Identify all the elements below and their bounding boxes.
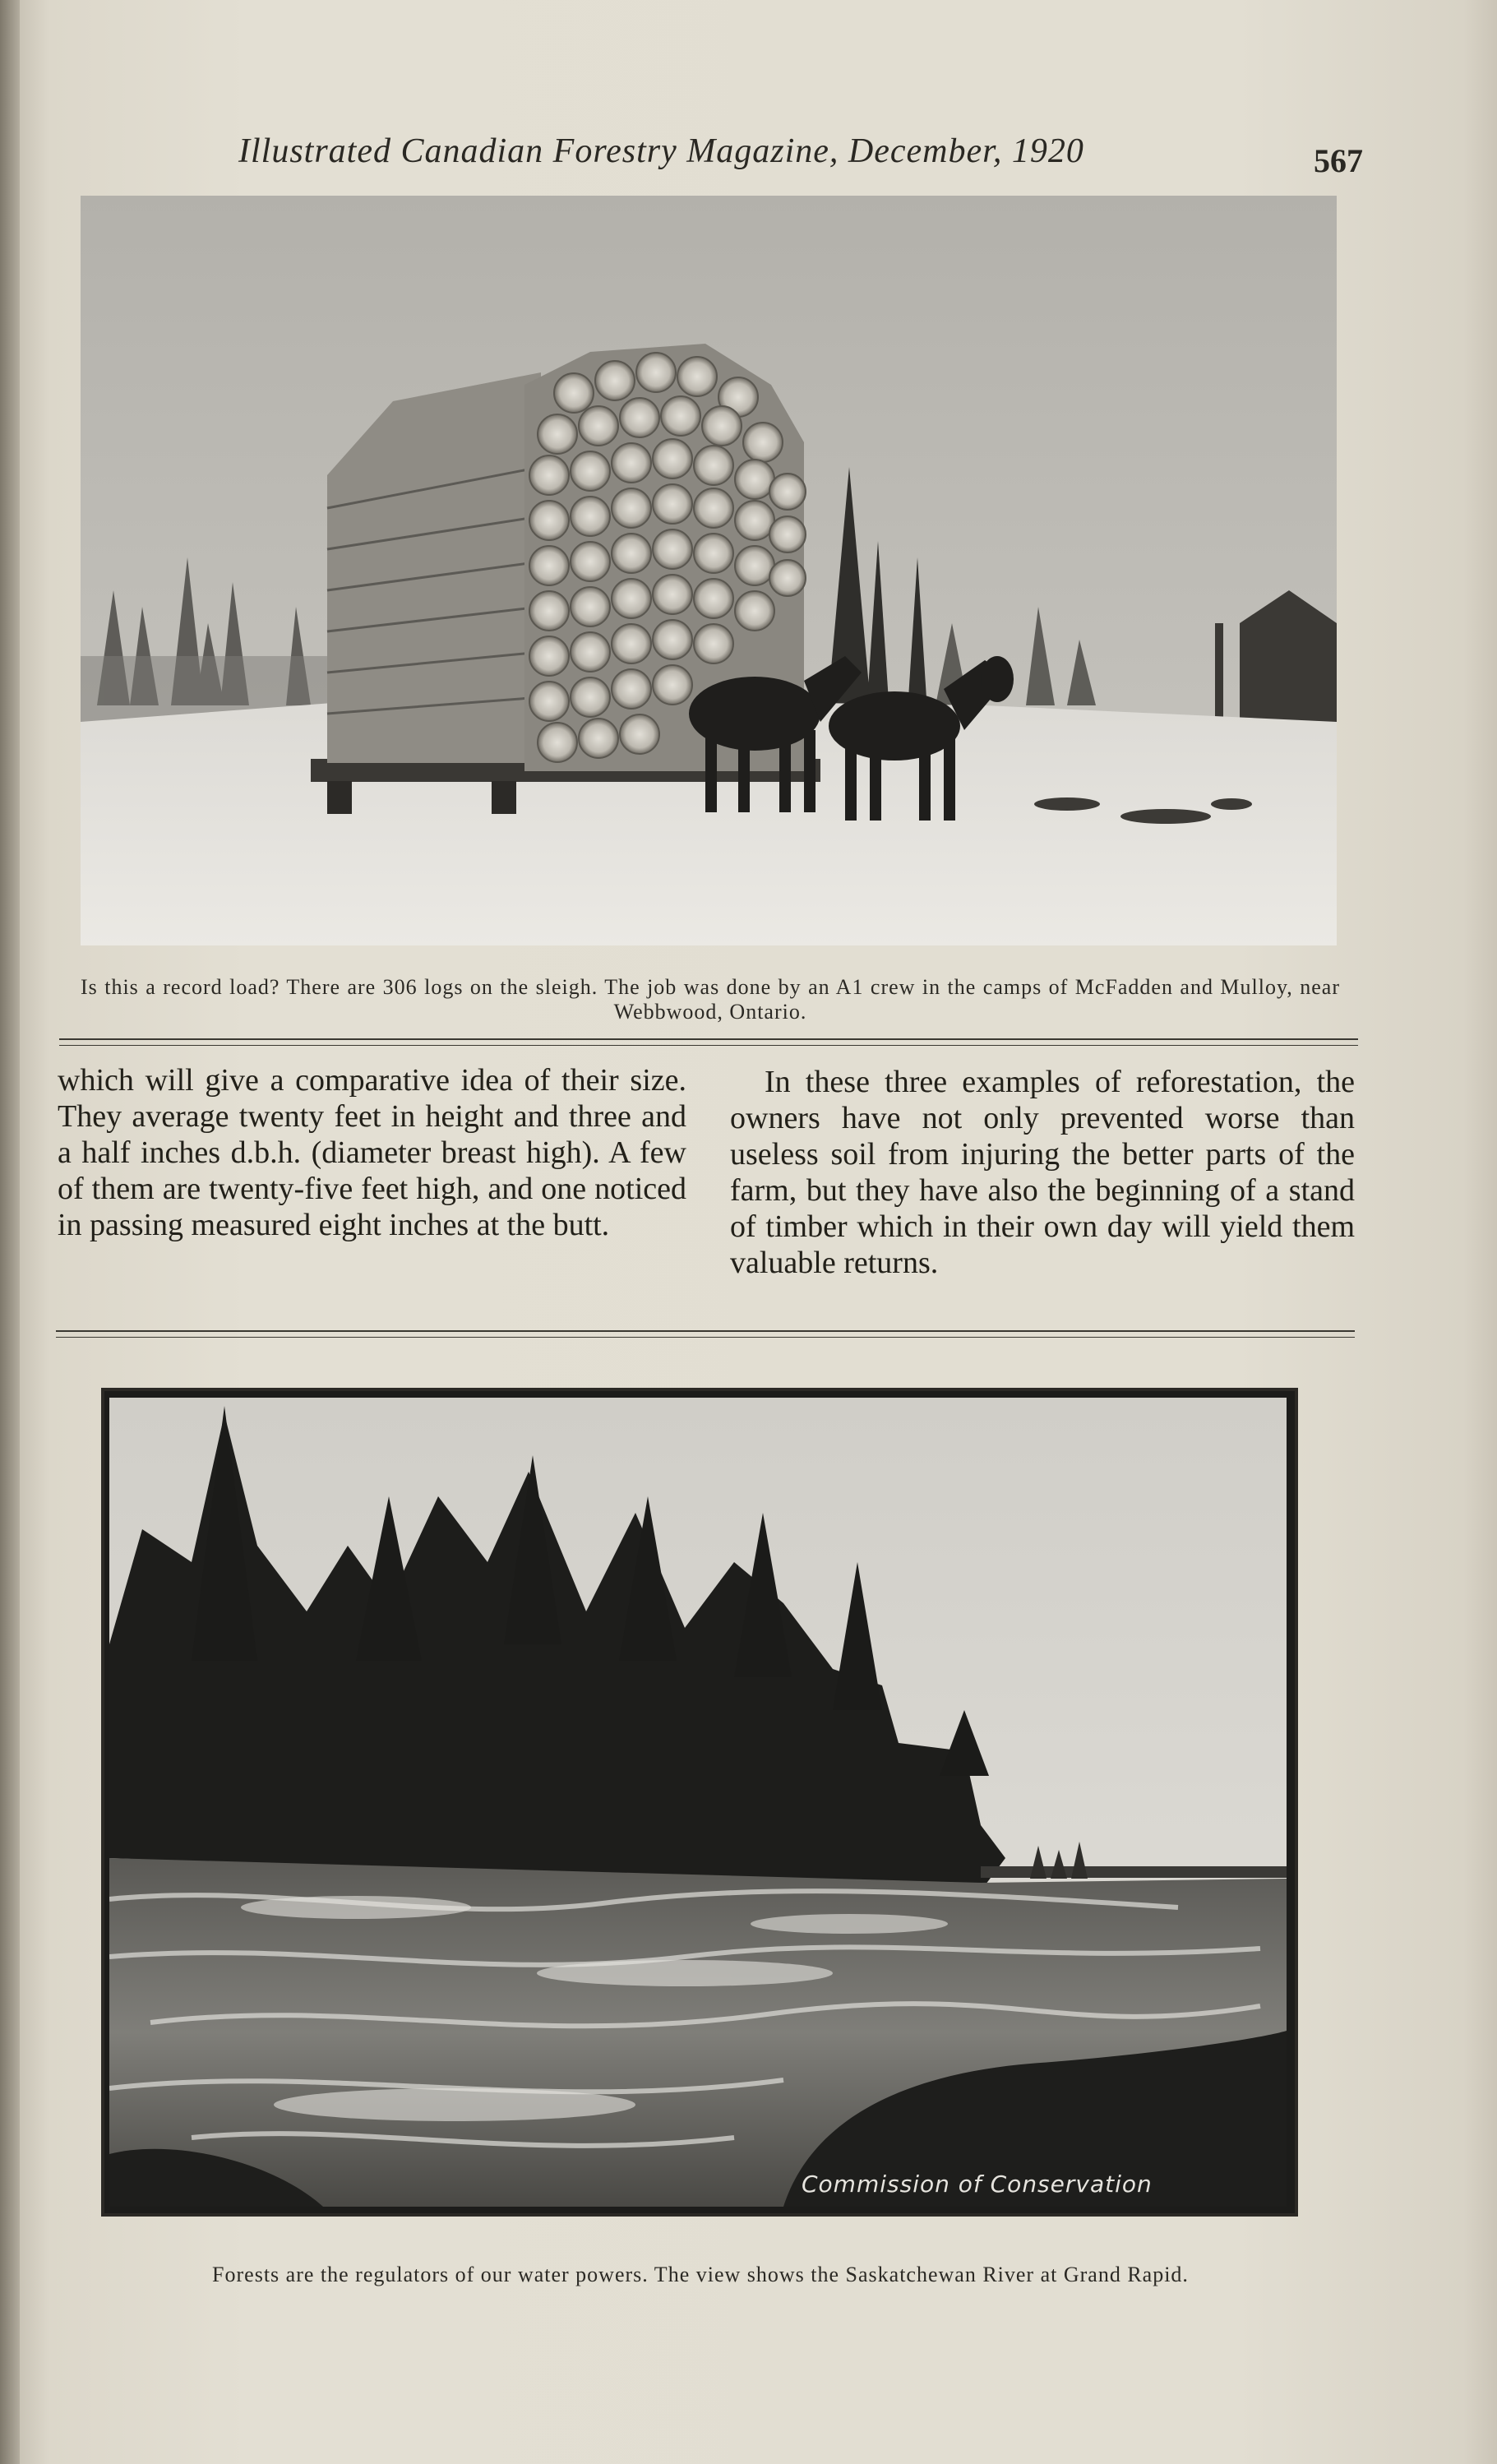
river-caption: Forests are the regulators of our water powers. The view shows the Saskatchewan River at Grand Rapid.: [212, 2263, 1189, 2286]
river-rapids-image: [109, 1398, 1287, 2207]
log-sleigh-caption: Is this a record load? There are 306 logs on the sleigh. The job was done by an A1 crew in the camps of McFadden and Mulloy, near Webbwood, Ontario.: [81, 975, 1340, 1024]
page-number: 567: [1314, 142, 1363, 179]
river-rapids-photo: [109, 1398, 1287, 2207]
left-paragraph: which will give a comparative idea of their size. They average twenty feet in height and three and a half inches d.b.h. (diameter breast high). A few of them are twenty-five feet high, and one noticed in passing measured eight inches at the butt.: [58, 1063, 686, 1242]
book-spine-shadow: [0, 0, 20, 2464]
section-rule: [59, 1038, 1358, 1040]
log-sleigh-photo: [81, 196, 1337, 945]
photo-credit: Commission of Conservation: [802, 2170, 1153, 2198]
section-rule: [59, 1045, 1358, 1046]
right-paragraph: In these three examples of reforestation, the owners have not only prevented worse than useless soil from injuring the better parts of the farm, but they have also the beginning of a stand of timber which in their own day will yield them valuable returns.: [730, 1065, 1355, 1280]
section-rule: [56, 1330, 1355, 1332]
left-column-text: [58, 1062, 686, 1243]
log-sleigh-image: [81, 196, 1337, 945]
running-title: Illustrated Canadian Forestry Magazine, December, 1920: [238, 132, 1084, 170]
section-rule: [56, 1337, 1355, 1338]
right-column-text: [730, 1064, 1355, 1281]
